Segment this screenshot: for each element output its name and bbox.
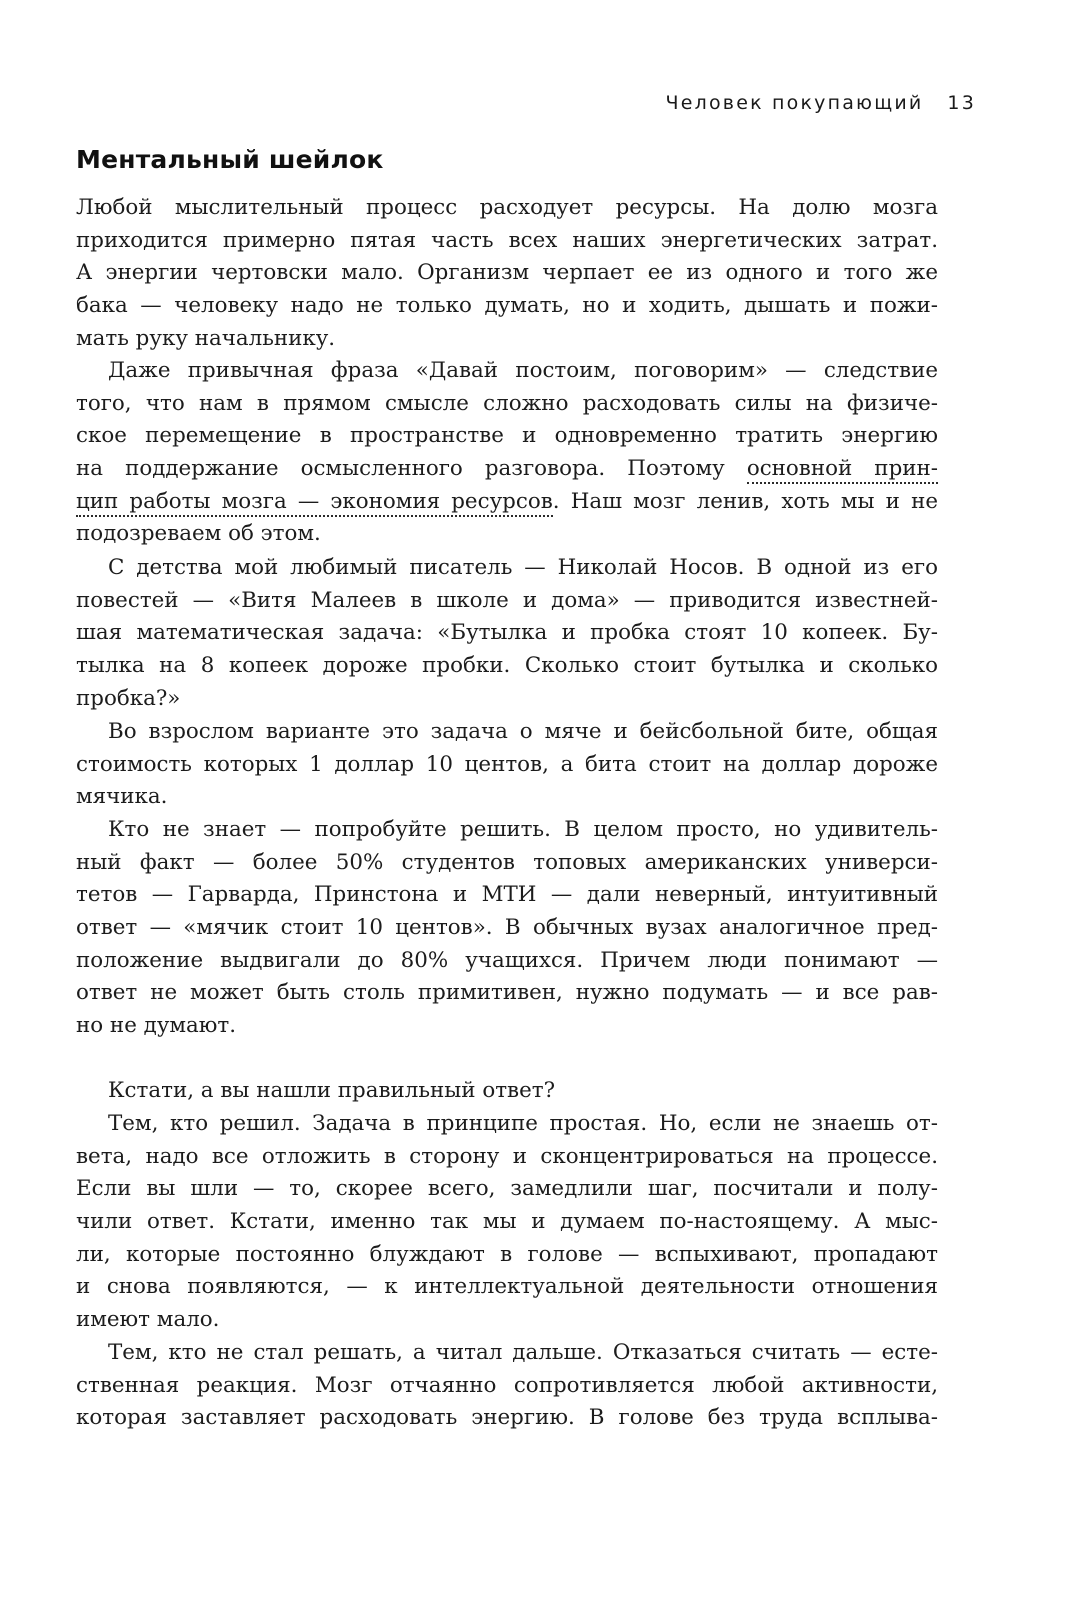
text-line: положение выдвигали до 80% учащихся. Причем люди понимают — <box>76 947 938 973</box>
text-line: ственная реакция. Мозг отчаянно сопротивляется любой активности, <box>76 1372 938 1398</box>
text-line: Кто не знает — попробуйте решить. В целом просто, но удивитель- <box>108 817 938 842</box>
text-line: ный факт — более 50% студентов топовых американских универси- <box>76 849 938 875</box>
paragraph-4 <box>76 716 938 814</box>
text-line: подозреваем об этом. <box>76 521 321 547</box>
paragraph-1 <box>76 192 938 355</box>
text-line: вета, надо все отложить в сторону и сконцентрироваться на процессе. <box>76 1143 938 1169</box>
text-line: ли, которые постоянно блуждают в голове — вспыхивают, пропадают <box>76 1241 938 1267</box>
text-line: Кстати, а вы нашли правильный ответ? <box>108 1078 556 1103</box>
text-line: чили ответ. Кстати, именно так мы и думаем по-настоящему. А мыс- <box>76 1209 938 1235</box>
text-line: А энергии чертовски мало. Организм черпает ее из одного и того же <box>76 260 938 286</box>
text-line: повестей — «Витя Малеев в школе и дома» — приводится известней- <box>76 587 938 613</box>
text-line: и снова появляются, — к интеллектуальной деятельности отношения <box>76 1274 938 1300</box>
paragraph-2 <box>76 355 938 551</box>
text-line: Даже привычная фраза «Давай постоим, поговорим» — следствие <box>108 358 938 383</box>
paragraph-8 <box>76 1337 938 1435</box>
text-line: приходится примерно пятая часть всех наших энергетических затрат. <box>76 227 938 253</box>
text-line: Любой мыслительный процесс расходует ресурсы. На долю мозга <box>76 195 938 220</box>
text-line: тетов — Гарварда, Принстона и МТИ — дали неверный, интуитивный <box>76 882 938 908</box>
text-line: Если вы шли — то, скорее всего, замедлили шаг, посчитали и полу- <box>76 1176 938 1202</box>
text-line: мать руку начальнику. <box>76 325 336 351</box>
text-segment: . Наш мозг ленив, хоть мы и не <box>552 488 938 514</box>
text-line: имеют мало. <box>76 1307 220 1333</box>
text-line: ответ — «мячик стоит 10 центов». В обычных вузах аналогичное пред- <box>76 915 938 941</box>
text-line: того, что нам в прямом смысле сложно расходовать силы на физиче- <box>76 390 938 416</box>
page-number: 13 <box>947 92 976 114</box>
text-line: Тем, кто решил. Задача в принципе простая. Но, если не знаешь от- <box>108 1111 938 1136</box>
text-line: стоимость которых 1 доллар 10 центов, а бита стоит на доллар дороже <box>76 751 938 777</box>
paragraph-6 <box>76 1075 938 1108</box>
text-line <box>76 453 938 486</box>
chapter-title: Человек покупающий <box>665 92 924 114</box>
text-line: Тем, кто не стал решать, а читал дальше. Отказаться считать — есте- <box>108 1340 938 1365</box>
text-line: тылка на 8 копеек дороже пробки. Сколько стоит бутылка и сколько <box>76 653 938 679</box>
text-line <box>76 486 938 519</box>
text-line: ское перемещение в пространстве и одновременно тратить энергию <box>76 423 938 449</box>
highlighted-phrase: основной прин- <box>747 456 938 484</box>
text-line: С детства мой любимый писатель — Николай Носов. В одной из его <box>108 555 938 580</box>
text-line: шая математическая задача: «Бутылка и пробка стоят 10 копеек. Бу- <box>76 620 938 646</box>
paragraph-7 <box>76 1108 938 1337</box>
paragraph-5 <box>76 814 938 1043</box>
text-line: Во взрослом варианте это задача о мяче и бейсбольной бите, общая <box>108 719 938 744</box>
text-line: ответ не может быть столь примитивен, нужно подумать — и все рав- <box>76 980 938 1006</box>
text-line: но не думают. <box>76 1013 237 1039</box>
text-segment: на поддержание осмысленного разговора. Поэтому <box>76 456 747 482</box>
highlighted-phrase: цип работы мозга — экономия ресурсов <box>76 489 553 517</box>
text-line: которая заставляет расходовать энергию. В голове без труда всплыва- <box>76 1405 938 1431</box>
text-line: бака — человеку надо не только думать, но и ходить, дышать и пожи- <box>76 293 938 319</box>
text-line: пробка?» <box>76 685 181 711</box>
text-line: мячика. <box>76 784 168 810</box>
paragraph-3 <box>76 552 938 715</box>
running-header <box>666 92 976 114</box>
section-title: Ментальный шейлок <box>76 145 384 174</box>
